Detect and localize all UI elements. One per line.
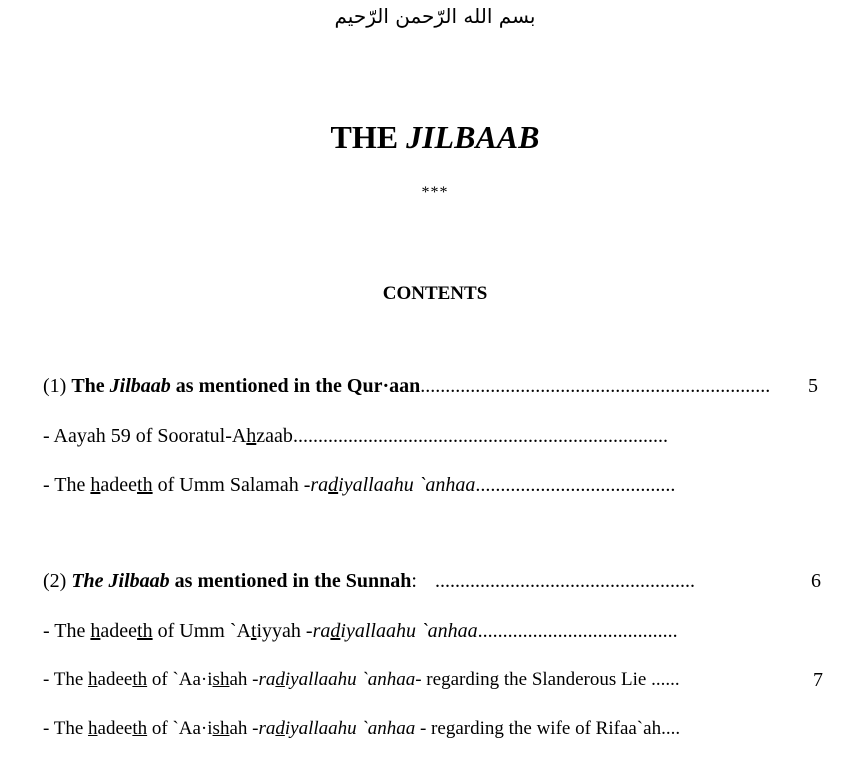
toc-text: adee bbox=[100, 620, 138, 642]
toc-underlined: sh bbox=[212, 669, 230, 690]
toc-italic-underlined: d bbox=[275, 669, 285, 690]
toc-text: of `Aa·i bbox=[147, 718, 213, 739]
toc-text: - The bbox=[43, 474, 91, 496]
toc-italic: ra bbox=[312, 620, 331, 642]
toc-underlined: h bbox=[246, 425, 257, 447]
toc-section-1[interactable] bbox=[43, 374, 770, 398]
toc-text: - Aayah 59 of Sooratul-A bbox=[43, 425, 247, 447]
title-main: THE bbox=[330, 119, 399, 155]
toc-text: iyyah - bbox=[256, 620, 313, 642]
toc-italic-underlined: d bbox=[330, 620, 341, 642]
toc-underlined: sh bbox=[212, 718, 230, 739]
toc-text: adee bbox=[97, 718, 133, 739]
toc-text: zaab bbox=[256, 425, 293, 447]
toc-text: - regarding the Slanderous Lie ...... bbox=[415, 669, 680, 690]
contents-heading: CONTENTS bbox=[382, 283, 488, 304]
toc-text: of `Aa·i bbox=[147, 669, 213, 690]
toc-section-2-bold-italic: The Jilbaab bbox=[71, 570, 170, 592]
toc-section-1-prefix: (1) bbox=[43, 375, 72, 397]
toc-item-aaishah-slanderous-lie[interactable] bbox=[43, 668, 680, 692]
toc-text: - regarding the wife of Rifaa`ah.... bbox=[415, 718, 681, 739]
toc-italic: iyallaahu `anhaa bbox=[284, 669, 416, 690]
toc-item-aaishah-page: 7 bbox=[813, 669, 823, 691]
toc-item-aaishah-rifaaah[interactable] bbox=[43, 717, 680, 741]
toc-text: - The bbox=[43, 620, 91, 642]
toc-section-1-dots: ...................................................................... bbox=[420, 375, 771, 397]
toc-underlined: th bbox=[137, 474, 153, 496]
toc-underlined: th bbox=[137, 620, 153, 642]
toc-text: ah - bbox=[229, 718, 259, 739]
toc-section-2-colon: : bbox=[411, 570, 417, 592]
toc-item-umm-atiyyah[interactable] bbox=[43, 619, 678, 643]
toc-text: ah - bbox=[229, 669, 259, 690]
toc-text: of Umm Salamah - bbox=[152, 474, 311, 496]
toc-section-2-prefix: (2) bbox=[43, 570, 72, 592]
toc-section-1-page: 5 bbox=[808, 375, 818, 397]
toc-italic: iyallaahu `anhaa bbox=[340, 620, 478, 642]
toc-underlined: t bbox=[250, 620, 257, 642]
toc-underlined: th bbox=[132, 718, 148, 739]
toc-dots: ........................................................................... bbox=[292, 425, 668, 447]
toc-section-1-bold-italic: Jilbaab bbox=[109, 375, 171, 397]
toc-text: - The bbox=[43, 718, 89, 739]
toc-underlined: h bbox=[90, 620, 101, 642]
toc-text: adee bbox=[97, 669, 133, 690]
toc-dots: ........................................ bbox=[477, 620, 678, 642]
toc-italic: ra bbox=[310, 474, 329, 496]
page-title bbox=[0, 119, 857, 156]
toc-section-2-bold2: as mentioned in the Sunnah bbox=[169, 570, 412, 592]
bismillah-heading: بسم الله الرّحمن الرّحيم bbox=[334, 4, 536, 28]
separator-stars: *** bbox=[421, 184, 449, 201]
toc-underlined: h bbox=[88, 669, 98, 690]
toc-italic-underlined: d bbox=[275, 718, 285, 739]
toc-italic: ra bbox=[258, 669, 276, 690]
toc-section-2-page: 6 bbox=[811, 570, 821, 592]
toc-italic-underlined: d bbox=[328, 474, 339, 496]
toc-text: - The bbox=[43, 669, 89, 690]
toc-text: adee bbox=[100, 474, 138, 496]
toc-section-1-bold2: as mentioned in the Qur·aan bbox=[170, 375, 421, 397]
toc-dots: ........................................ bbox=[475, 474, 676, 496]
toc-underlined: h bbox=[90, 474, 101, 496]
toc-underlined: h bbox=[88, 718, 98, 739]
toc-section-1-bold1: The bbox=[71, 375, 110, 397]
toc-item-aayah-59[interactable] bbox=[43, 424, 668, 448]
toc-italic: ra bbox=[258, 718, 276, 739]
toc-italic: iyallaahu `anhaa bbox=[338, 474, 476, 496]
title-italic: JILBAAB bbox=[406, 119, 540, 155]
toc-item-umm-salamah[interactable] bbox=[43, 473, 675, 497]
toc-text: of Umm `A bbox=[152, 620, 251, 642]
toc-section-2[interactable] bbox=[43, 569, 695, 593]
toc-section-2-dots: .................................................... bbox=[434, 570, 695, 592]
toc-underlined: th bbox=[132, 669, 148, 690]
toc-italic: iyallaahu `anhaa bbox=[284, 718, 416, 739]
